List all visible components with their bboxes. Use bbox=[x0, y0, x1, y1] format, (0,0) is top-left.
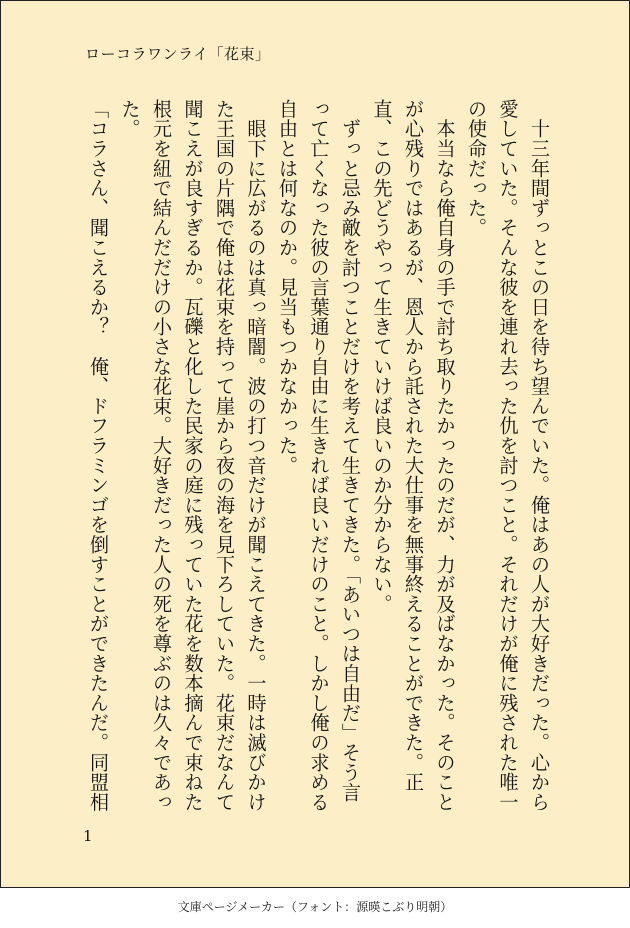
vertical-body-text bbox=[85, 99, 555, 815]
paragraph: 「コラさん、聞こえるか？ 俺、ドフラミンゴを倒すことができたんだ。同盟相 bbox=[87, 99, 110, 812]
paragraph: 本当なら俺自身の手で討ち取りたかったのだが、力が及ばなかった。そのことが心残りではあるが、恩人から託された大仕事を無事終えることができた。正直、この先どうやって生きていけば良いのか分からない。 bbox=[370, 99, 457, 812]
page-header-title: ローコラワンライ「花束」 bbox=[85, 45, 271, 63]
generator-credit: 文庫ページメーカー（フォント：源暎こぶり明朝） bbox=[177, 900, 453, 914]
paragraph: 十三年間ずっとこの日を待ち望んでいた。俺はあの人が大好きだった。心から愛していた。そんな彼を連れ去った仇を討つこと。それだけが俺に残された唯一の使命だった。 bbox=[465, 99, 551, 812]
paragraph: ずっと忌み敵を討つことだけを考えて生きてきた。「あいつは自由だ」そう言って亡くなった彼の言葉通り自由に生きれば良いだけのこと。しかし俺の求める自由とは何なのか。見当もつかなかった。 bbox=[276, 99, 362, 812]
page-number: 1 bbox=[83, 827, 93, 845]
paragraph: 眼下に広がるのは真っ暗闇。波の打つ音だけが聞こえてきた。一時は滅びかけた王国の片隅で俺は花束を持って崖から夜の海を見下ろしていた。花束だなんて聞こえが良すぎるか。瓦礫と化した民家の庭に残っていた花を数本摘んで束ねた根元を紐で結んだだけの小さな花束。大好きだった人の死を尊ぶのは久々であった。 bbox=[118, 99, 268, 812]
